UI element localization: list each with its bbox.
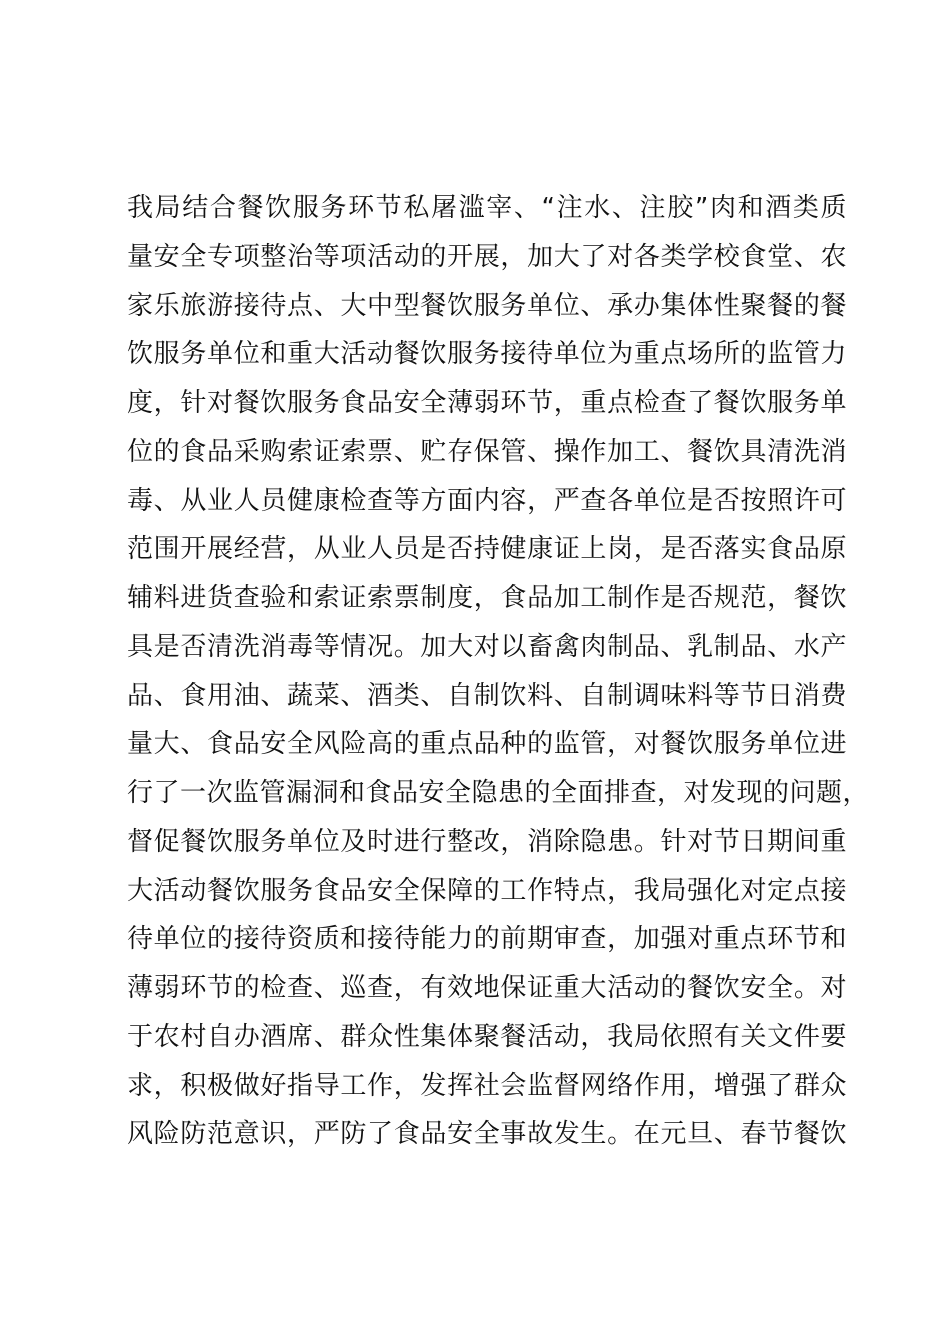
text-line: 薄弱环节的检查、巡查，有效地保证重大活动的餐饮安全。对 bbox=[127, 973, 847, 1003]
text-line: 督促餐饮服务单位及时进行整改，消除隐患。针对节日期间重 bbox=[127, 826, 847, 857]
text-line: 风险防范意识，严防了食品安全事故发生。在元旦、春节餐饮 bbox=[127, 1119, 847, 1150]
text-line: 我局结合餐饮服务环节私屠滥宰、“注水、注胶”肉和酒类质 bbox=[127, 193, 847, 223]
text-line: 具是否清洗消毒等情况。加大对以畜禽肉制品、乳制品、水产 bbox=[127, 631, 847, 662]
text-line: 求，积极做好指导工作，发挥社会监督网络作用，增强了群众 bbox=[127, 1070, 847, 1101]
text-line: 度，针对餐饮服务食品安全薄弱环节，重点检查了餐饮服务单 bbox=[127, 388, 847, 418]
text-line: 量安全专项整治等项活动的开展，加大了对各类学校食堂、农 bbox=[127, 241, 847, 272]
text-line: 饮服务单位和重大活动餐饮服务接待单位为重点场所的监管力 bbox=[127, 339, 847, 370]
text-line: 家乐旅游接待点、大中型餐饮服务单位、承办集体性聚餐的餐 bbox=[127, 290, 847, 321]
text-line: 行了一次监管漏洞和食品安全隐患的全面排查，对发现的问题， bbox=[127, 778, 870, 808]
text-line: 范围开展经营，从业人员是否持健康证上岗，是否落实食品原 bbox=[127, 534, 847, 565]
text-line: 大活动餐饮服务食品安全保障的工作特点，我局强化对定点接 bbox=[127, 875, 847, 906]
text-line: 于农村自办酒席、群众性集体聚餐活动，我局依照有关文件要 bbox=[127, 1021, 847, 1052]
body-paragraph bbox=[127, 184, 870, 1159]
text-line: 位的食品采购索证索票、贮存保管、操作加工、餐饮具清洗消 bbox=[127, 436, 847, 467]
text-line: 辅料进货查验和索证索票制度，食品加工制作是否规范，餐饮 bbox=[127, 583, 847, 613]
text-line: 待单位的接待资质和接待能力的前期审查，加强对重点环节和 bbox=[127, 924, 847, 955]
text-line: 品、食用油、蔬菜、酒类、自制饮料、自制调味料等节日消费 bbox=[127, 680, 847, 711]
text-line: 毒、从业人员健康检查等方面内容，严查各单位是否按照许可 bbox=[127, 485, 847, 516]
text-line: 量大、食品安全风险高的重点品种的监管，对餐饮服务单位进 bbox=[127, 729, 847, 760]
